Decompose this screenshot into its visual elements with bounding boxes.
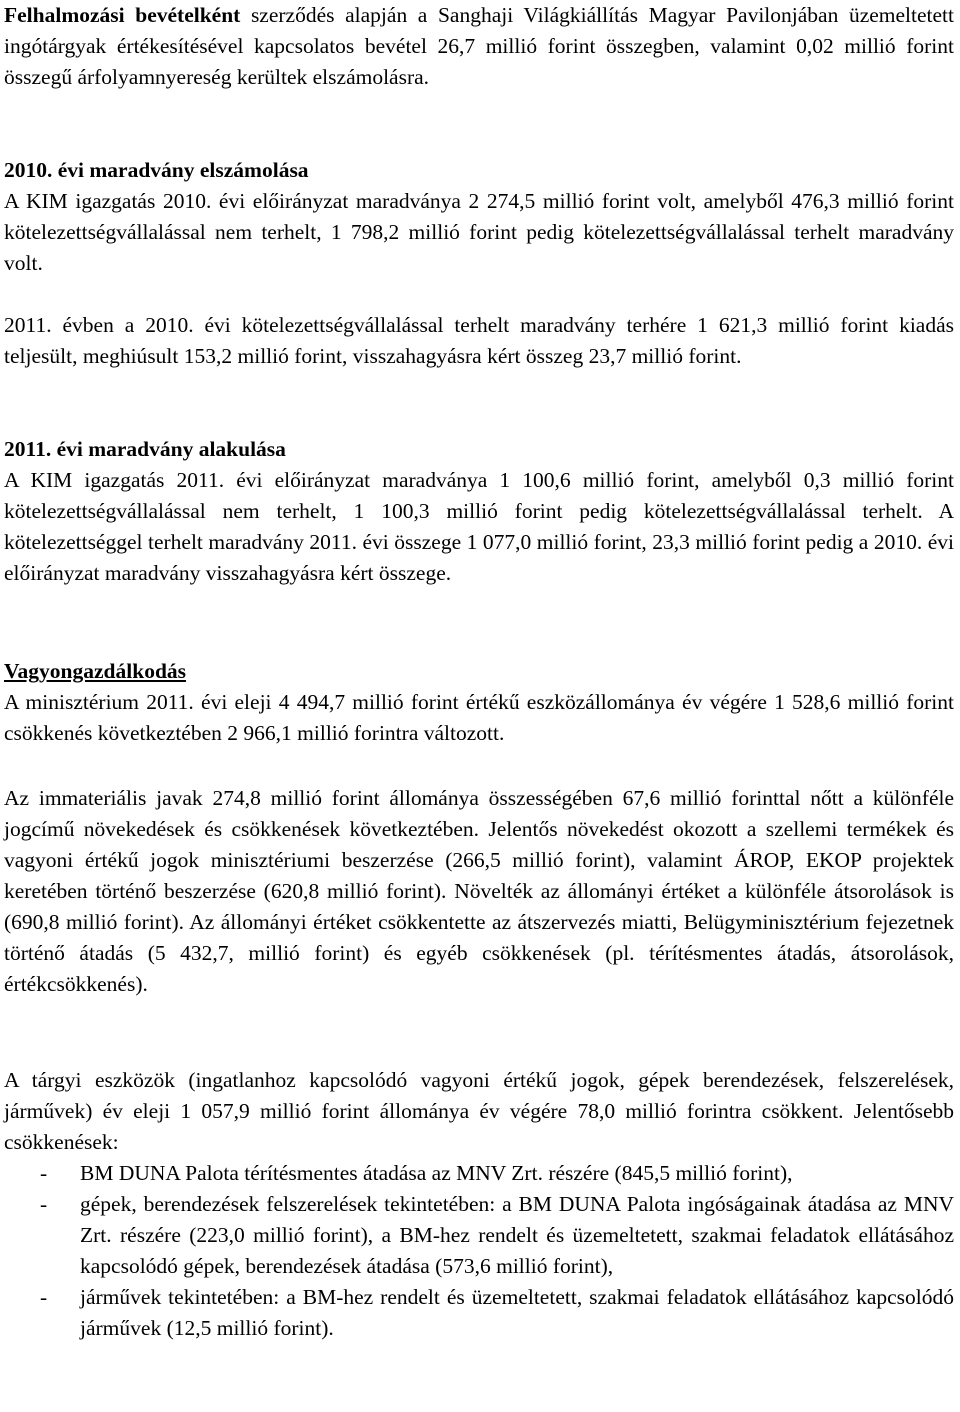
- paragraph-targyi-eszkozok: A tárgyi eszközök (ingatlanhoz kapcsolódó vagyoni értékű jogok, gépek berendezések, felszerelések, járművek) év eleji 1 057,9 millió forint állománya év végére 78,0 millió forintra csökkent. Jelentősebb csökkenések:: [4, 1068, 954, 1154]
- paragraph-2010-maradvany: A KIM igazgatás 2010. évi előirányzat maradványa 2 274,5 millió forint volt, amelyből 476,3 millió forint kötelezettségvállalással nem terhelt, 1 798,2 millió forint pedig kötelezettségvállalással terhelt maradvány volt.: [4, 189, 954, 275]
- list-item: [4, 1189, 954, 1282]
- list-bullet: -: [40, 1192, 48, 1216]
- list-bullet: -: [40, 1161, 48, 1185]
- paragraph-miniszterium-eszkozallomany: A minisztérium 2011. évi eleji 4 494,7 millió forint értékű eszközállománya év végére 1 528,6 millió forint csökkenés következtében 2 966,1 millió forintra változott.: [4, 690, 954, 745]
- list-item: [4, 1282, 954, 1344]
- section-heading-2010-maradvany: 2010. évi maradvány elszámolása: [4, 158, 309, 182]
- section-heading-vagyongazdalkodas: Vagyongazdálkodás: [4, 659, 187, 683]
- list-item: [4, 1158, 954, 1189]
- lead-bold-term: Felhalmozási bevételként: [4, 3, 241, 27]
- list-item-text: gépek, berendezések felszerelések tekintetében: a BM DUNA Palota ingóságainak átadása az MNV Zrt. részére (223,0 millió forint), a BM-hez rendelt és üzemeltetett, szakmai feladatok ellátásához kapcsolódó gépek, berendezések átadása (573,6 millió forint),: [80, 1192, 954, 1278]
- paragraph-2011-evben: 2011. évben a 2010. évi kötelezettségvállalással terhelt maradvány terhére 1 621,3 millió forint kiadás teljesült, meghiúsult 153,2 millió forint, visszahagyásra kért összeg 23,7 millió forint.: [4, 313, 954, 368]
- list-item-text: BM DUNA Palota térítésmentes átadása az MNV Zrt. részére (845,5 millió forint),: [80, 1161, 793, 1185]
- list-bullet: -: [40, 1285, 48, 1309]
- list-item-text: járművek tekintetében: a BM-hez rendelt és üzemeltetett, szakmai feladatok ellátásához kapcsolódó járművek (12,5 millió forint).: [80, 1285, 954, 1340]
- paragraph-felhalmozasi-bevetel: [4, 0, 954, 93]
- paragraph-text: szerződés alapján a Sanghaji Világkiállítás Magyar Pavilonjában üzemeltetett ingótárgyak értékesítésével kapcsolatos bevétel 26,7 millió forint összegben, valamint 0,02 millió forint összegű árfolyamnyereség kerültek elszámolásra.: [4, 3, 954, 89]
- paragraph-2011-maradvany: A KIM igazgatás 2011. évi előirányzat maradványa 1 100,6 millió forint, amelyből 0,3 millió forint kötelezettségvállalással nem terhelt, 1 100,3 millió forint pedig kötelezettségvállalással terhelt. A kötelezettséggel terhelt maradvány 2011. évi összege 1 077,0 millió forint, 23,3 millió forint pedig a 2010. évi előirányzat maradvány visszahagyásra kért összege.: [4, 468, 954, 585]
- section-heading-2011-maradvany: 2011. évi maradvány alakulása: [4, 437, 286, 461]
- decrease-list: [4, 1158, 954, 1344]
- paragraph-immaterialis-javak: Az immateriális javak 274,8 millió forint állománya összességében 67,6 millió forinttal nőtt a különféle jogcímű növekedések és csökkenések következtében. Jelentős növekedést okozott a szellemi termékek és vagyoni értékű jogok minisztériumi beszerzése (266,5 millió forint), valamint ÁROP, EKOP projektek keretében történő beszerzése (620,8 millió forint). Növelték az állományi értéket a különféle átsorolások is (690,8 millió forint). Az állományi értéket csökkentette az átszervezés miatti, Belügyminisztérium fejezetnek történő átadás (5 432,7, millió forint) és egyéb csökkenések (pl. térítésmentes átadás, átsorolások, értékcsökkenés).: [4, 786, 954, 996]
